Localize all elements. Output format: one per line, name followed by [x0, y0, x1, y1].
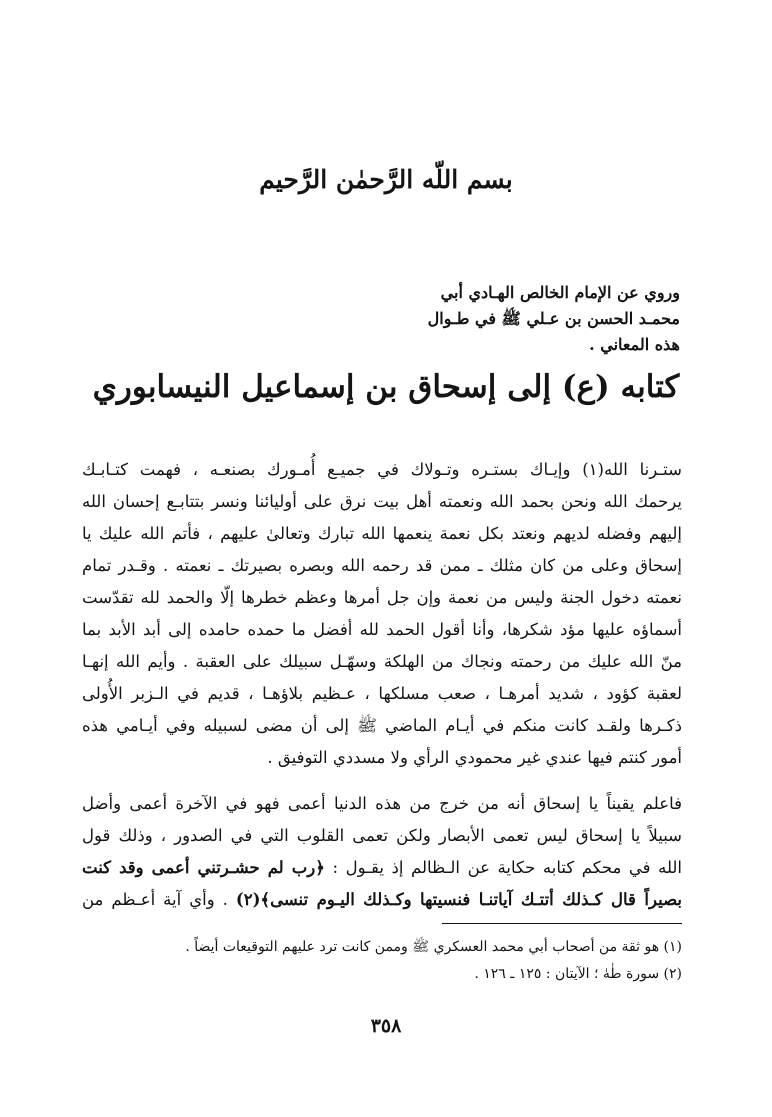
body-line: أمور كنتم فيها عندي غير محمودي الرأي ولا مسددي التوفيق . [267, 748, 682, 767]
body-line: ذكـرها ولقـد كانت منكم في أيـام الماضي ﷺ إلى أن مضى لسبيله وفي أيـامي هذه [82, 716, 682, 735]
body-line-with-quran [82, 884, 682, 916]
body-line-with-quran [82, 852, 682, 884]
body-text: . وأي آية أعـظم من [82, 890, 228, 909]
quran-quote: بصيراً قال كـذلك أتتـك آياتنـا فنسيتها وكـذلك اليـوم تنسى﴾(٢) [235, 890, 682, 909]
basmala-heading: بسم اللّه الرَّحمٰن الرَّحيم [259, 165, 513, 194]
footnotes [82, 934, 682, 988]
quran-quote: ﴿رب لم حشـرتني أعمى وقد كنت [82, 858, 325, 877]
body-text: الله في محكم كتابه حكاية عن الـظالم إذ يقـول : [332, 858, 683, 877]
footnote: (١) هو ثقة من أصحاب أبي محمد العسكري ﷺ وممن كانت ترد عليهم التوقيعات أيضاً . [185, 939, 682, 955]
body-line: فاعلم يقيناً يا إسحاق أنه من خرج من هذه الدنيا أعمى فهو في الآخرة أعمى وأضل [82, 794, 682, 813]
body-line: لعقبة كؤود ، شديد أمرهـا ، صعب مسلكها ، عـظيم بلاؤهـا ، قديم في الـزبر الأُولى [82, 684, 682, 703]
body-line: ستـرنا الله(١) وإيـاك بستـره وتـولاك في جميـع أُمـورك بصنعـه ، فهمت كتـابـك [82, 460, 682, 479]
body-line: أسماؤه عليها مؤد شكرها، وأنا أقول الحمد لله أفضل ما حمده حامده إلى أبد الأبد بما [82, 620, 682, 639]
body-line: إسحاق وعلى من كان مثلك ـ ممن قد رحمه الله وبصره بصيرتك ـ نعمته . وقـدر تمام [82, 556, 682, 575]
letter-body [82, 454, 682, 916]
intro-line: وروي عن الإمام الخالص الهـادي أبي [440, 283, 680, 302]
paragraph-gap [82, 774, 682, 788]
intro-text [350, 280, 680, 358]
intro-line: هذه المعاني . [589, 335, 680, 354]
body-line: نعمته دخول الجنة وليس من نعمة وإن جل أمرها وعظم خطرها إلّا والحمد لله تقدّست [82, 588, 682, 607]
footnote: (٢) سورة طٰهٰ ؛ الآيتان : ١٢٥ ـ ١٢٦ . [474, 966, 682, 982]
body-line: إليهم وفضله لديهم ونعتد بكل نعمة ينعمها الله تبارك وتعالىٰ عليهم ، فأتم الله عليك يا [82, 524, 682, 543]
body-line: سبيلاً يا إسحاق ليس تعمى الأبصار ولكن تعمى القلوب التي في الصدور ، وذلك قول [82, 826, 682, 845]
letter-title: كتابه (ع) إلى إسحاق بن إسماعيل النيسابوري [92, 369, 680, 405]
intro-line: محمـد الحسن بن عـلي ﷺ في طـوال [427, 309, 680, 328]
page-number: ٣٥٨ [370, 1015, 402, 1037]
body-line: يرحمك الله ونحن بحمد الله ونعمته أهل بيت نرق على أوليائنا ونسر بتتابـع إحسان الله [82, 492, 682, 511]
body-line: منّ الله عليك من رحمته ونجاك من الهلكة وسهّـل سبيلك على العقبة . وأيم الله إنهـا [82, 652, 682, 671]
footnote-divider [442, 923, 682, 924]
